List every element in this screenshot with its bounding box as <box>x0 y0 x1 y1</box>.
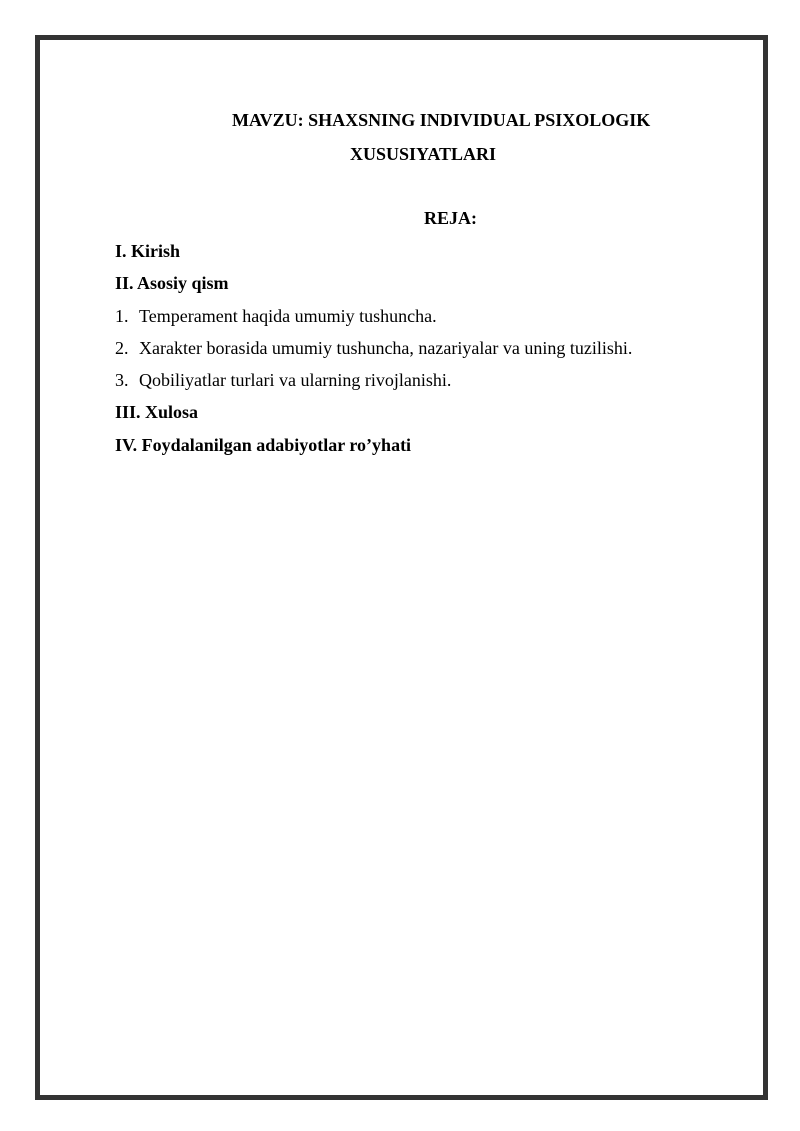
outline-subitem-label: Qobiliyatlar turlari va ularning rivojlanishi. <box>139 370 452 390</box>
outline-subitem-label: Xarakter borasida umumiy tushuncha, nazariyalar va uning tuzilishi. <box>139 338 633 358</box>
outline-subitem-number: 1. <box>115 306 129 326</box>
outline-section-main: II. Asosiy qism <box>115 273 229 293</box>
document-title-line-1: MAVZU: SHAXSNING INDIVIDUAL PSIXOLOGIK <box>232 110 651 130</box>
outline-subitem-number: 2. <box>115 338 129 358</box>
outline-section-references: IV. Foydalanilgan adabiyotlar ro’yhati <box>115 435 412 455</box>
plan-heading: REJA: <box>424 208 477 228</box>
outline-subitem-1 <box>115 305 437 327</box>
outline-subitem-label: Temperament haqida umumiy tushuncha. <box>139 306 437 326</box>
document-title-line-2: XUSUSIYATLARI <box>350 144 497 164</box>
outline-subitem-2 <box>115 337 632 359</box>
page-border <box>35 35 768 1100</box>
outline-subitem-3 <box>115 369 451 391</box>
outline-section-conclusion: III. Xulosa <box>115 402 199 422</box>
outline-section-introduction: I. Kirish <box>115 241 181 261</box>
outline-subitem-number: 3. <box>115 370 129 390</box>
